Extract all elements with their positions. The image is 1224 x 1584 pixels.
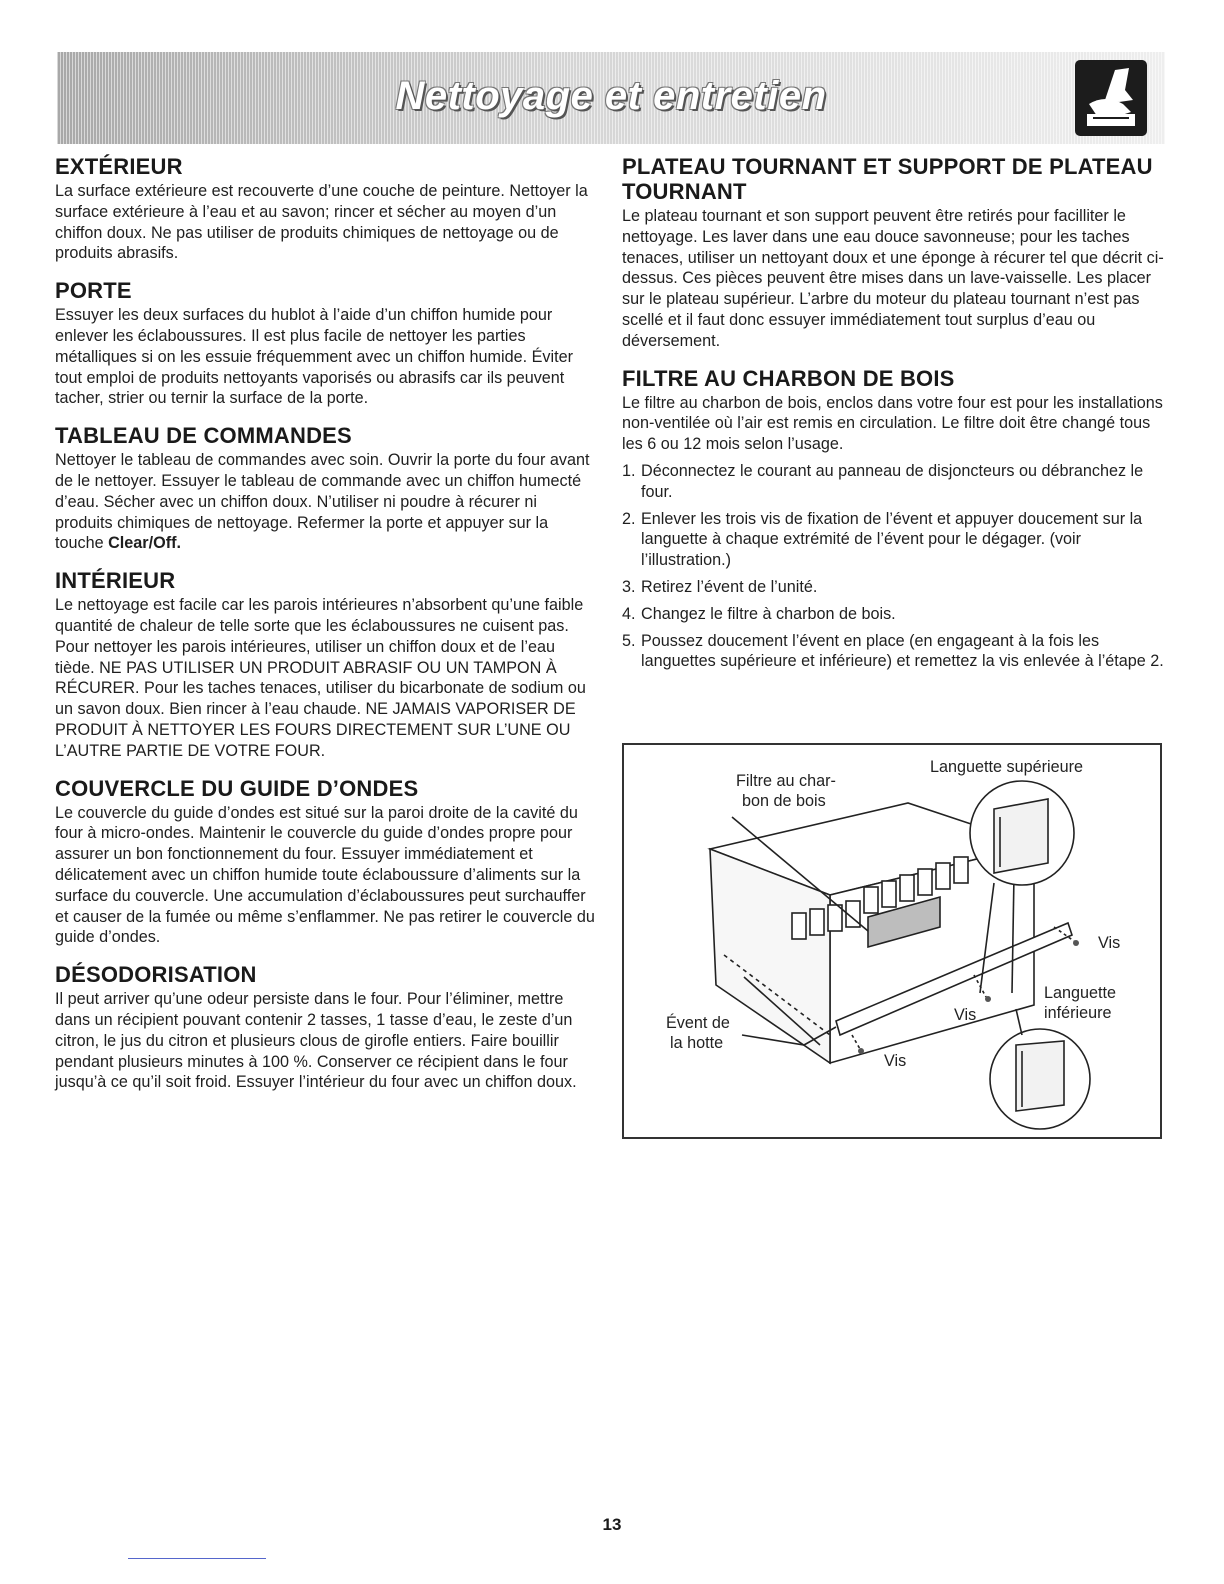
- text-desodorisation: Il peut arriver qu’une odeur persiste dans le four. Pour l’éliminer, mettre dans un récipient pouvant contenir 2 tasses, 1 tasse d’eau, le zeste d’un citron, le jus du citron et plusieurs clous de girofle entiers. Faire bouillir pendant plusieurs minutes à 100 %. Conserver ce récipient dans le four jusqu’à ce qu’il soit froid. Essuyer l’intérieur du four avec un chiffon doux.: [55, 990, 577, 1092]
- section-exterieur: [55, 154, 595, 264]
- step-number: 2.: [622, 509, 636, 528]
- heading-tableau: TABLEAU DE COMMANDES: [55, 423, 352, 449]
- cleaning-hand-icon: [1075, 60, 1147, 136]
- step-text: Changez le filtre à charbon de bois.: [641, 604, 896, 623]
- section-banner: [57, 52, 1165, 144]
- heading-interieur: INTÉRIEUR: [55, 568, 176, 594]
- step-text: Retirez l’évent de l’unité.: [641, 577, 818, 596]
- list-item: [622, 631, 1167, 673]
- step-number: 3.: [622, 577, 636, 596]
- label-languette-superieure: Languette supérieure: [930, 758, 1083, 776]
- label-filtre-line1: Filtre au char-: [736, 772, 836, 790]
- list-item: [622, 577, 1167, 598]
- label-languette-inf-line1: Languette: [1044, 984, 1117, 1002]
- section-plateau-tournant: [622, 154, 1167, 352]
- page-number: 13: [602, 1515, 622, 1534]
- label-vis-middle: Vis: [954, 1006, 977, 1024]
- section-porte: [55, 278, 595, 409]
- right-column: [622, 150, 1167, 686]
- text-couvercle: Le couvercle du guide d’ondes est situé sur la paroi droite de la cavité du four à micro-ondes. Maintenir le couvercle du guide d’ondes propre pour assurer un bon fonctionnement du four. Essuyer immédiatement et délicatement avec un chiffon humide toute éclaboussure d’aliments sur la surface du couvercle. Une accumulation d’éclaboussures peut surchauffer et causer de la fumée ou même s’enflammer. Ne pas retirer le couvercle du guide d’ondes.: [55, 803, 595, 947]
- section-desodorisation: [55, 962, 595, 1093]
- text-porte: Essuyer les deux surfaces du hublot à l’aide d’un chiffon humide pour enlever les éclaboussures. Il est plus facile de nettoyer les parties métalliques si on les essuie fréquemment avec un chiffon humide. Éviter tout emploi de produits nettoyants vaporisés ou abrasifs car ils peuvent tacher, strier ou ternir la surface de la porte.: [55, 306, 573, 408]
- step-number: 4.: [622, 604, 636, 623]
- text-exterieur: La surface extérieure est recouverte d’une couche de peinture. Nettoyer la surface extérieure à l’eau et au savon; rincer et sécher au moyen d’un chiffon doux. Ne pas utiliser de produits chimiques de nettoyage ou de produits abrasifs.: [55, 182, 588, 263]
- heading-exterieur: EXTÉRIEUR: [55, 154, 183, 179]
- text-tableau-wrapper: [55, 450, 595, 554]
- heading-couvercle: COUVERCLE DU GUIDE D’ONDES: [55, 775, 419, 801]
- label-filtre-line2: bon de bois: [742, 792, 826, 810]
- section-tableau-de-commandes: [55, 423, 595, 554]
- step-text: Poussez doucement l’évent en place (en engageant à la fois les languettes supérieure et inférieure) et remettez la vis enlevée à l’étape 2.: [641, 631, 1164, 671]
- text-interieur: Le nettoyage est facile car les parois intérieures n’absorbent qu’une faible quantité de chaleur de telle sorte que les éclaboussures ne cuisent pas. Pour nettoyer les parois intérieures, utiliser un chiffon doux et de l’eau tiède. NE PAS UTILISER UN PRODUIT ABRASIF OU UN TAMPON À RÉCURER. Pour les taches tenaces, utiliser du bicarbonate de sodium ou un savon doux. Bien rincer à l’eau chaude. NE JAMAIS VAPORISER DE PRODUIT À NETTOYER LES FOURS DIRECTEMENT SUR L’UNE OU L’AUTRE PARTIE DE VOTRE FOUR.: [55, 596, 586, 760]
- step-text: Déconnectez le courant au panneau de disjoncteurs ou débranchez le four.: [641, 461, 1144, 501]
- step-number: 1.: [622, 461, 636, 480]
- label-vis-bottom: Vis: [884, 1052, 907, 1070]
- heading-desodorisation: DÉSODORISATION: [55, 962, 257, 988]
- footer-divider: [128, 1558, 266, 1559]
- charcoal-filter-illustration: [622, 743, 1162, 1139]
- list-item: [622, 604, 1167, 625]
- page-title: Nettoyage et entretien: [395, 74, 827, 118]
- oven-diagram: [624, 745, 1160, 1137]
- heading-porte: PORTE: [55, 278, 132, 304]
- list-item: [622, 461, 1167, 503]
- list-item: [622, 509, 1167, 571]
- step-number: 5.: [622, 631, 636, 650]
- label-event-line2: la hotte: [670, 1034, 724, 1052]
- clear-off-key-label: Clear/Off.: [108, 534, 181, 553]
- left-column: [55, 150, 595, 1107]
- section-couvercle: [55, 776, 595, 949]
- section-interieur: [55, 568, 595, 761]
- step-text: Enlever les trois vis de fixation de l’évent et appuyer doucement sur la languette à chaque extrémité de l’évent pour le dégager. (voir l’illustration.): [641, 509, 1143, 570]
- steps-list: [622, 461, 1167, 672]
- section-filtre: [622, 366, 1167, 673]
- text-filtre: Le filtre au charbon de bois, enclos dans votre four est pour les installations non-ventilée où l’air est remis en circulation. Le filtre doit être changé tous les 6 ou 12 mois selon l’usage.: [622, 393, 1163, 454]
- heading-filtre: FILTRE AU CHARBON DE BOIS: [622, 365, 955, 391]
- label-vis-right: Vis: [1098, 934, 1121, 952]
- label-languette-inf-line2: inférieure: [1044, 1004, 1112, 1022]
- label-event-line1: Évent de: [666, 1014, 730, 1032]
- heading-plateau: PLATEAU TOURNANT ET SUPPORT DE PLATEAU TOURNANT: [622, 154, 1153, 204]
- text-plateau: Le plateau tournant et son support peuvent être retirés pour facilliter le nettoyage. Les laver dans une eau douce savonneuse; pour les taches tenaces, utiliser un nettoyant doux et une éponge à récurer tel que décrit ci-dessus. Ces pièces peuvent être mises dans un lave-vaisselle. Les placer sur le plateau supérieur. L’arbre du moteur du plateau tournant n’est pas scellé et il faut donc essuyer immédiatement tout surplus d’eau ou déversement.: [622, 207, 1164, 350]
- text-tableau: Nettoyer le tableau de commandes avec soin. Ouvrir la porte du four avant de le nettoyer. Essuyer le tableau de commande avec un chiffon humecté d’eau. Sécher avec un chiffon doux. N’utiliser ni poudre à récurer ni produits chimiques de nettoyage. Refermer la porte et appuyer sur la touche: [55, 451, 590, 553]
